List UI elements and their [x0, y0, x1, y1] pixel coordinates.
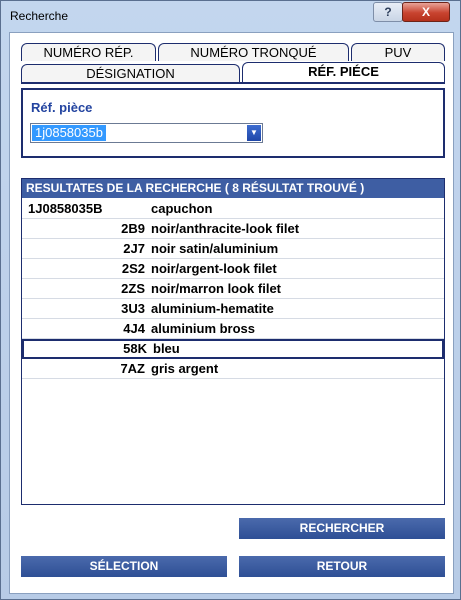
result-row[interactable] — [22, 259, 444, 279]
title-bar — [1, 1, 460, 31]
result-code: 2B9 — [121, 221, 145, 236]
result-description: aluminium bross — [151, 321, 256, 336]
retour-button[interactable]: RETOUR — [239, 556, 445, 577]
rechercher-button[interactable]: RECHERCHER — [239, 518, 445, 539]
ref-piece-combobox[interactable] — [30, 123, 263, 143]
result-row[interactable] — [22, 319, 444, 339]
result-description: noir satin/aluminium — [151, 241, 279, 256]
result-row[interactable] — [22, 219, 444, 239]
ref-piece-value[interactable]: 1j0858035b — [32, 125, 106, 141]
result-code: 1J0858035B — [28, 201, 103, 216]
window-title: Recherche — [10, 9, 69, 23]
selection-button[interactable]: SÉLECTION — [21, 556, 227, 577]
result-row[interactable] — [22, 299, 444, 319]
tab-puv[interactable]: PUV — [351, 43, 445, 61]
tab-numero-tronque[interactable]: NUMÉRO TRONQUÉ — [158, 43, 349, 61]
result-description: noir/anthracite-look filet — [151, 221, 300, 236]
ref-piece-label: Réf. pièce — [31, 100, 93, 115]
result-description: bleu — [153, 341, 180, 356]
result-code: 2S2 — [121, 261, 145, 276]
tab-ref-piece[interactable]: RÉF. PIÉCE — [242, 62, 445, 82]
result-code: 7AZ — [120, 361, 145, 376]
results-rows — [22, 199, 444, 379]
result-row[interactable] — [22, 359, 444, 379]
chevron-down-icon[interactable]: ▼ — [247, 125, 261, 141]
close-button[interactable]: X — [402, 2, 450, 22]
results-header: RESULTATES DE LA RECHERCHE ( 8 RÉSULTAT TROUVÉ ) — [22, 179, 444, 198]
tab-underline — [21, 82, 445, 84]
result-row-selected[interactable] — [22, 339, 444, 359]
result-code: 3U3 — [121, 301, 145, 316]
tab-numero-rep[interactable]: NUMÉRO RÉP. — [21, 43, 156, 61]
result-row[interactable] — [22, 199, 444, 219]
result-code: 2ZS — [121, 281, 145, 296]
results-list — [21, 178, 445, 505]
dialog-content — [9, 32, 454, 594]
result-description: noir/argent-look filet — [151, 261, 277, 276]
result-description: noir/marron look filet — [151, 281, 282, 296]
ref-piece-panel — [21, 88, 445, 158]
result-row[interactable] — [22, 239, 444, 259]
result-row[interactable] — [22, 279, 444, 299]
result-code: 58K — [123, 341, 147, 356]
result-description: gris argent — [151, 361, 219, 376]
result-description: capuchon — [151, 201, 213, 216]
result-description: aluminium-hematite — [151, 301, 274, 316]
help-button[interactable]: ? — [373, 2, 403, 22]
result-code: 4J4 — [123, 321, 145, 336]
tab-designation[interactable]: DÉSIGNATION — [21, 64, 240, 82]
result-code: 2J7 — [123, 241, 145, 256]
